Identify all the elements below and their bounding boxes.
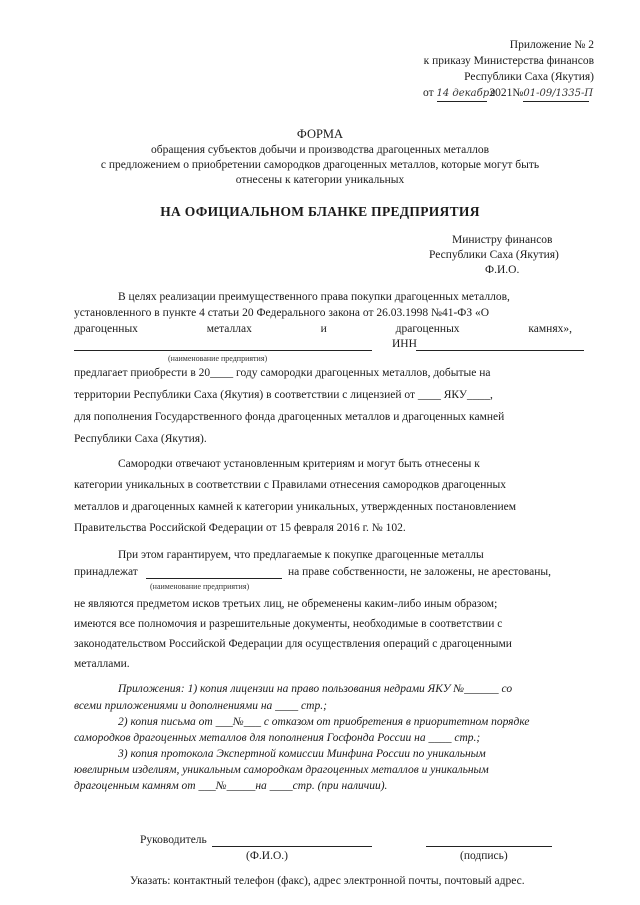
head-signature-blank <box>426 846 552 847</box>
attachment-3-line-1: 3) копия протокола Экспертной комиссии Минфина России по уникальным <box>118 748 486 760</box>
contact-instruction: Указать: контактный телефон (факс), адрес электронной почты, почтовый адрес. <box>130 875 525 887</box>
attachment-3-line-2: ювелирным изделиям, уникальным самородкам драгоценных металлов и уникальным <box>74 764 489 776</box>
form-subtitle-2: с предложением о приобретении самородков драгоценных металлов, которые могут быть <box>100 159 540 171</box>
appendix-line-3: Республики Саха (Якутия) <box>464 71 594 83</box>
inn-label: ИНН <box>392 338 417 350</box>
p4-line-4: имеются все полномочия и разрешительные документы, необходимые в соответствии с <box>74 618 503 630</box>
head-name-blank <box>212 846 372 847</box>
p1-line-3 <box>74 322 572 336</box>
p1-line-2: установленного в пункте 4 статьи 20 Федерального закона от 26.03.1998 №41-ФЗ «О <box>74 307 490 319</box>
p4-line-6: металлами. <box>74 658 130 670</box>
form-title: ФОРМА <box>296 127 344 141</box>
attachment-1-line-1: Приложения: 1) копия лицензии на право пользования недрами ЯКУ №______ со <box>118 683 513 695</box>
addressee-line-1: Министру финансов <box>452 234 553 246</box>
p4-line-2b: на праве собственности, не заложены, не арестованы, <box>288 566 552 578</box>
handwritten-date: 14 декабря <box>437 87 487 102</box>
company-name-blank <box>74 350 372 351</box>
inn-blank <box>416 350 584 351</box>
p3-line-1: Самородки отвечают установленным критериям и могут быть отнесены к <box>118 458 480 470</box>
word-dragotsennykh-2: драгоценных <box>395 323 460 335</box>
date-year: 2021 <box>489 87 513 99</box>
p2-line-4: Республики Саха (Якутия). <box>74 433 207 445</box>
p1-line-1: В целях реализации преимущественного права покупки драгоценных металлов, <box>118 291 510 303</box>
p4-line-5: законодательством Российской Федерации для осуществления операций с драгоценными <box>74 638 512 650</box>
head-label: Руководитель <box>140 834 207 846</box>
date-prefix: от <box>423 87 434 99</box>
p2-line-2: территории Республики Саха (Якутия) в соответствии с лицензией от ____ ЯКУ____, <box>74 389 493 401</box>
p3-line-2: категории уникальных в соответствии с Правилами отнесения самородков драгоценных <box>74 479 507 491</box>
p3-line-3: металлов и драгоценных камней к категории уникальных, утвержденных постановлением <box>74 501 517 513</box>
owner-blank <box>146 578 282 579</box>
signature-caption: (подпись) <box>460 850 508 862</box>
p4-line-3: не являются предметом исков третьих лиц, не обременены каким-либо иным образом; <box>74 598 498 610</box>
word-kamnyakh: камнях», <box>528 323 572 335</box>
letterhead-heading: НА ОФИЦИАЛЬНОМ БЛАНКЕ ПРЕДПРИЯТИЯ <box>160 204 480 219</box>
word-dragotsennykh: драгоценных <box>74 323 138 335</box>
fio-caption: (Ф.И.О.) <box>246 850 288 862</box>
p3-line-4: Правительства Российской Федерации от 15 февраля 2016 г. № 102. <box>74 522 406 534</box>
owner-caption: (наименование предприятия) <box>150 582 250 591</box>
addressee-line-2: Республики Саха (Якутия) <box>429 249 559 261</box>
p2-line-1: предлагает приобрести в 20____ году самородки драгоценных металлов, добытые на <box>74 367 491 379</box>
company-name-caption: (наименование предприятия) <box>168 354 268 363</box>
attachment-3-line-3: драгоценным камням от ___№_____на ____стр. (при наличии). <box>74 780 388 792</box>
appendix-line-1: Приложение № 2 <box>509 39 594 51</box>
form-subtitle-3: отнесены к категории уникальных <box>235 174 405 186</box>
word-i: и <box>320 323 327 335</box>
appendix-date-line <box>423 86 594 102</box>
p4-line-1: При этом гарантируем, что предлагаемые к покупке драгоценные металлы <box>118 549 484 561</box>
attachment-1-line-2: всеми приложениями и дополнениями на ____ стр.; <box>74 700 327 712</box>
word-metallakh: металлах <box>206 323 252 335</box>
number-prefix: № <box>512 87 524 99</box>
handwritten-order-number: 01-09/1335-П <box>523 87 589 102</box>
form-subtitle-1: обращения субъектов добычи и производства драгоценных металлов <box>150 144 489 156</box>
attachment-2-line-1: 2) копия письма от ___№___ с отказом от приобретения в приоритетном порядке <box>118 716 530 728</box>
p4-line-2a: принадлежат <box>74 566 138 578</box>
appendix-line-2: к приказу Министерства финансов <box>423 55 594 67</box>
attachment-2-line-2: самородков драгоценных металлов для пополнения Госфонда России на ____ стр.; <box>74 732 481 744</box>
p2-line-3: для пополнения Государственного фонда драгоценных металлов и драгоценных камней <box>74 411 505 423</box>
addressee-line-3: Ф.И.О. <box>485 264 520 276</box>
